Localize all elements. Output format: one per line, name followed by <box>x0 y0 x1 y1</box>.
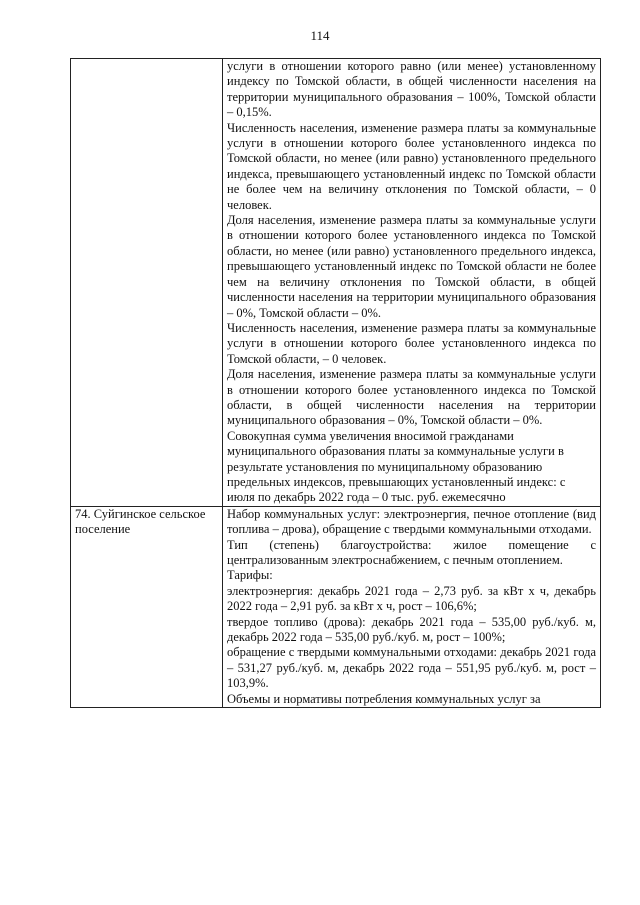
paragraph: услуги в отношении которого равно (или менее) установленному индексу по Томской области, в общей численности населения на территории муниципального образования – 100%, Томской области – 0,15%. <box>227 59 596 120</box>
paragraph: твердое топливо (дрова): декабрь 2021 года – 535,00 руб./куб. м, декабрь 2022 года – 535,00 руб./куб. м, рост – 100%; <box>227 614 596 645</box>
paragraph: Тарифы: <box>227 568 273 583</box>
municipality-cell: 74. Суйгинское сельское поселение <box>71 506 223 707</box>
paragraph: Доля населения, изменение размера платы за коммунальные услуги в отношении которого более установленного индекса по Томской области, в общей численности населения на территории муниципального образования – 0%, Томской области – 0%. <box>227 367 596 428</box>
paragraph: Численность населения, изменение размера платы за коммунальные услуги в отношении которого более установленного индекса по Томской области, но менее (или равно) установленного предельного индекса, превышающего установленный индекс по Томской области не более чем на величину отклонения по Томской области, – 0 человек. <box>227 120 596 212</box>
municipality-cell <box>71 59 223 507</box>
document-table <box>70 58 601 708</box>
description-cell <box>223 59 601 507</box>
paragraph: обращение с твердыми коммунальными отходами: декабрь 2021 года – 531,27 руб./куб. м, декабрь 2022 года – 551,95 руб./куб. м, рост – 103,9%. <box>227 645 596 691</box>
paragraph: Совокупная сумма увеличения вносимой гражданами муниципального образования платы за коммунальные услуги в результате установления по муниципальному образованию предельных индексов, превышающих установленный индекс: с июля по декабрь 2022 года – 0 тыс. руб. ежемесячно <box>227 428 566 505</box>
description-cell <box>223 506 601 707</box>
paragraph: Объемы и нормативы потребления коммунальных услуг за <box>227 691 541 706</box>
table-row <box>71 506 601 707</box>
paragraph: электроэнергия: декабрь 2021 года – 2,73 руб. за кВт х ч, декабрь 2022 года – 2,91 руб. за кВт х ч, рост – 106,6%; <box>227 583 596 614</box>
page-number: 114 <box>310 28 330 43</box>
paragraph: Численность населения, изменение размера платы за коммунальные услуги в отношении которого более установленного индекса по Томской области, – 0 человек. <box>227 320 596 366</box>
paragraph: Набор коммунальных услуг: электроэнергия, печное отопление (вид топлива – дрова), обращение с твердыми коммунальными отходами. <box>227 506 596 537</box>
paragraph: Доля населения, изменение размера платы за коммунальные услуги в отношении которого более установленного индекса по Томской области, но менее (или равно) установленного предельного индекса, превышающего установленный индекс по Томской области не более чем на величину отклонения по Томской области, в общей численности населения на территории муниципального образования – 0%, Томской области – 0%. <box>227 213 596 320</box>
table-row <box>71 59 601 507</box>
paragraph: Тип (степень) благоустройства: жилое помещение с централизованным электроснабжением, с печным отоплением. <box>227 537 596 567</box>
